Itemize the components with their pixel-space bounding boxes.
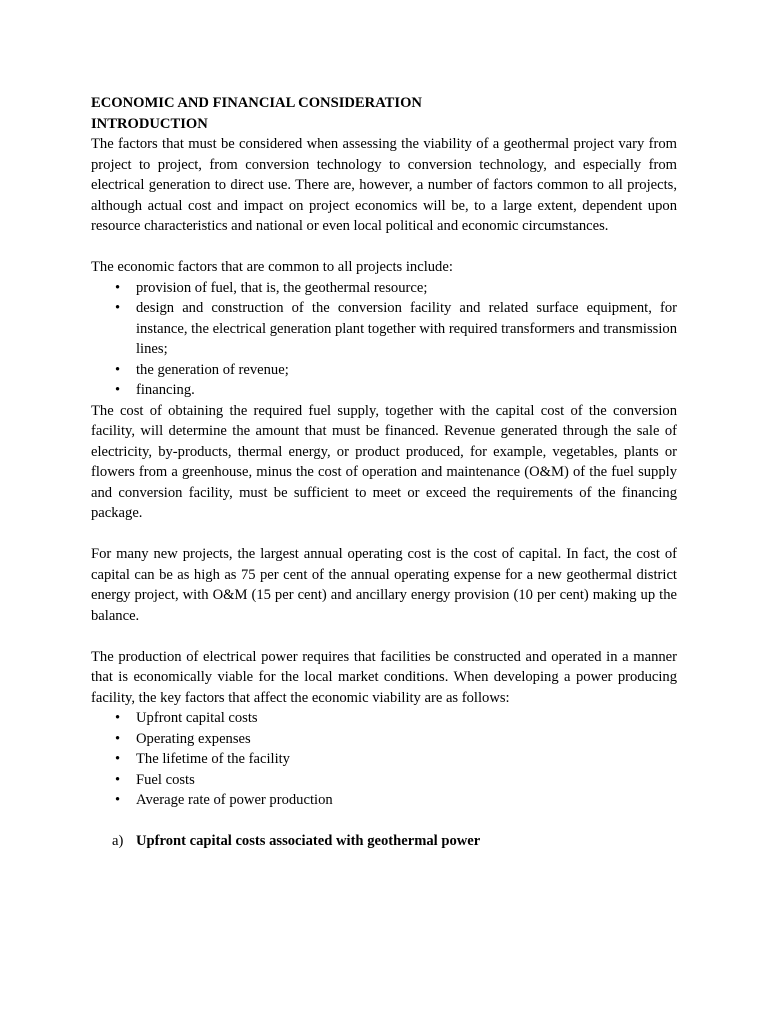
subsection-title: Upfront capital costs associated with geothermal power: [136, 833, 481, 849]
bullet-icon: •: [115, 771, 121, 788]
section-heading-introduction: INTRODUCTION: [91, 115, 208, 132]
common-factors-lead: The economic factors that are common to all projects include:: [91, 259, 453, 275]
fuel-supply-paragraph: The cost of obtaining the required fuel supply, together with the capital cost of the conversion facility, will determine the amount that must be financed. Revenue generated through the sale of electricity, by-products, thermal energy, or product produced, for example, vegetables, plants or flowers from a greenhouse, minus the cost of operation and maintenance (O&M) of the fuel supply and conversion facility, must be sufficient to meet or exceed the requirements of the financing package.: [91, 402, 677, 521]
list-item: • The lifetime of the facility: [91, 749, 677, 770]
bullet-icon: •: [115, 792, 121, 808]
subsection-heading: [91, 831, 677, 852]
paragraph-gap: [91, 524, 677, 545]
document-page: [91, 93, 677, 852]
document-title: ECONOMIC AND FINANCIAL CONSIDERATION: [91, 95, 422, 111]
list-item: • the generation of revenue;: [91, 360, 677, 381]
list-item: • design and construction of the conversion facility and related surface equipment, for instance, the electrical generation plant together with required transformers and transmission lines;: [115, 300, 677, 357]
bullet-icon: •: [115, 279, 121, 296]
bullet-icon: •: [115, 382, 121, 398]
list-item: • Operating expenses: [91, 729, 677, 750]
capital-cost-paragraph: For many new projects, the largest annual operating cost is the cost of capital. In fact, the cost of capital can be as high as 75 per cent of the annual operating expense for a new geothermal district energy project, with O&M (15 per cent) and ancillary energy provision (10 per cent) making up the balance.: [91, 546, 677, 624]
bullet-icon: •: [115, 361, 121, 378]
list-item: • provision of fuel, that is, the geothermal resource;: [91, 278, 677, 299]
bullet-icon: •: [115, 751, 121, 767]
bullet-icon: •: [115, 730, 121, 747]
list-item: • financing.: [91, 380, 677, 401]
key-factors-list: [91, 708, 677, 811]
bullet-icon: •: [115, 710, 121, 726]
list-item: • Upfront capital costs: [91, 708, 677, 729]
common-factors-list: [91, 278, 677, 401]
paragraph-gap: [91, 237, 677, 258]
bullet-icon: •: [115, 300, 121, 316]
power-production-paragraph: The production of electrical power requires that facilities be constructed and operated in a manner that is economically viable for the local market conditions. When developing a power producing facility, the key factors that affect the economic viability are as follows:: [91, 648, 677, 706]
intro-paragraph: The factors that must be considered when assessing the viability of a geothermal project vary from project to project, from conversion technology to conversion technology, and especially from electrical generation to direct use. There are, however, a number of factors common to all projects, although actual cost and impact on project economics will be, to a large extent, dependent upon resource characteristics and national or even local political and economic circumstances.: [91, 136, 677, 234]
subsection-marker: a): [112, 833, 124, 849]
list-item: • Fuel costs: [91, 770, 677, 791]
paragraph-gap: [91, 626, 677, 647]
list-item: • Average rate of power production: [91, 790, 677, 811]
